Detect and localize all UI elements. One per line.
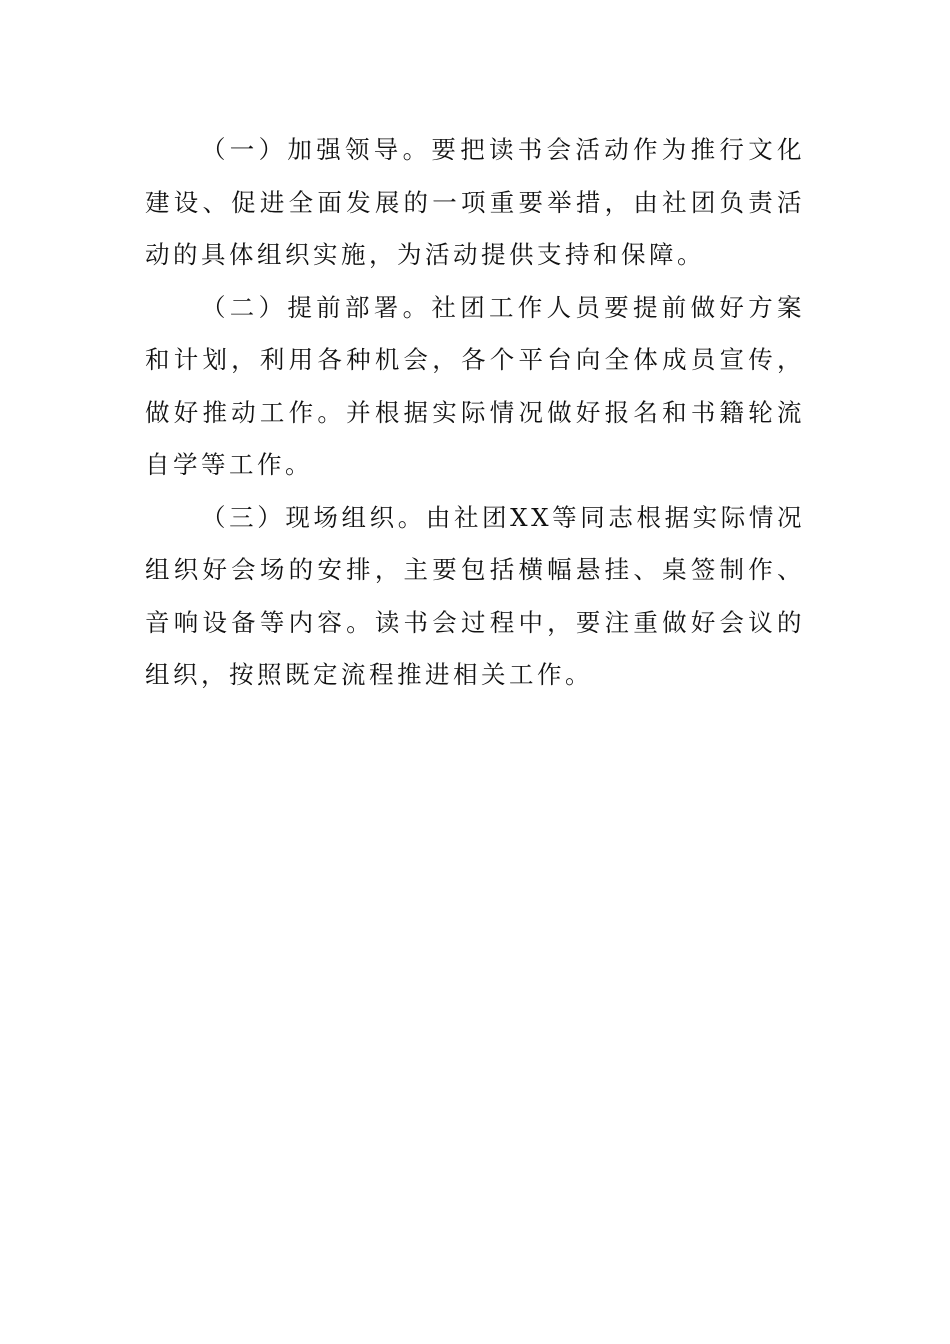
paragraph-advance-deployment: （二）提前部署。社团工作人员要提前做好方案和计划，利用各种机会，各个平台向全体成员宣传，做好推动工作。并根据实际情况做好报名和书籍轮流自学等工作。 (145, 292, 805, 479)
paragraph-strengthen-leadership: （一）加强领导。要把读书会活动作为推行文化建设、促进全面发展的一项重要举措，由社团负责活动的具体组织实施，为活动提供支持和保障。 (145, 135, 805, 269)
paragraph-onsite-organization: （三）现场组织。由社团XX等同志根据实际情况组织好会场的安排，主要包括横幅悬挂、桌签制作、音响设备等内容。读书会过程中，要注重做好会议的组织，按照既定流程推进相关工作。 (145, 502, 805, 689)
document-body (145, 124, 805, 702)
